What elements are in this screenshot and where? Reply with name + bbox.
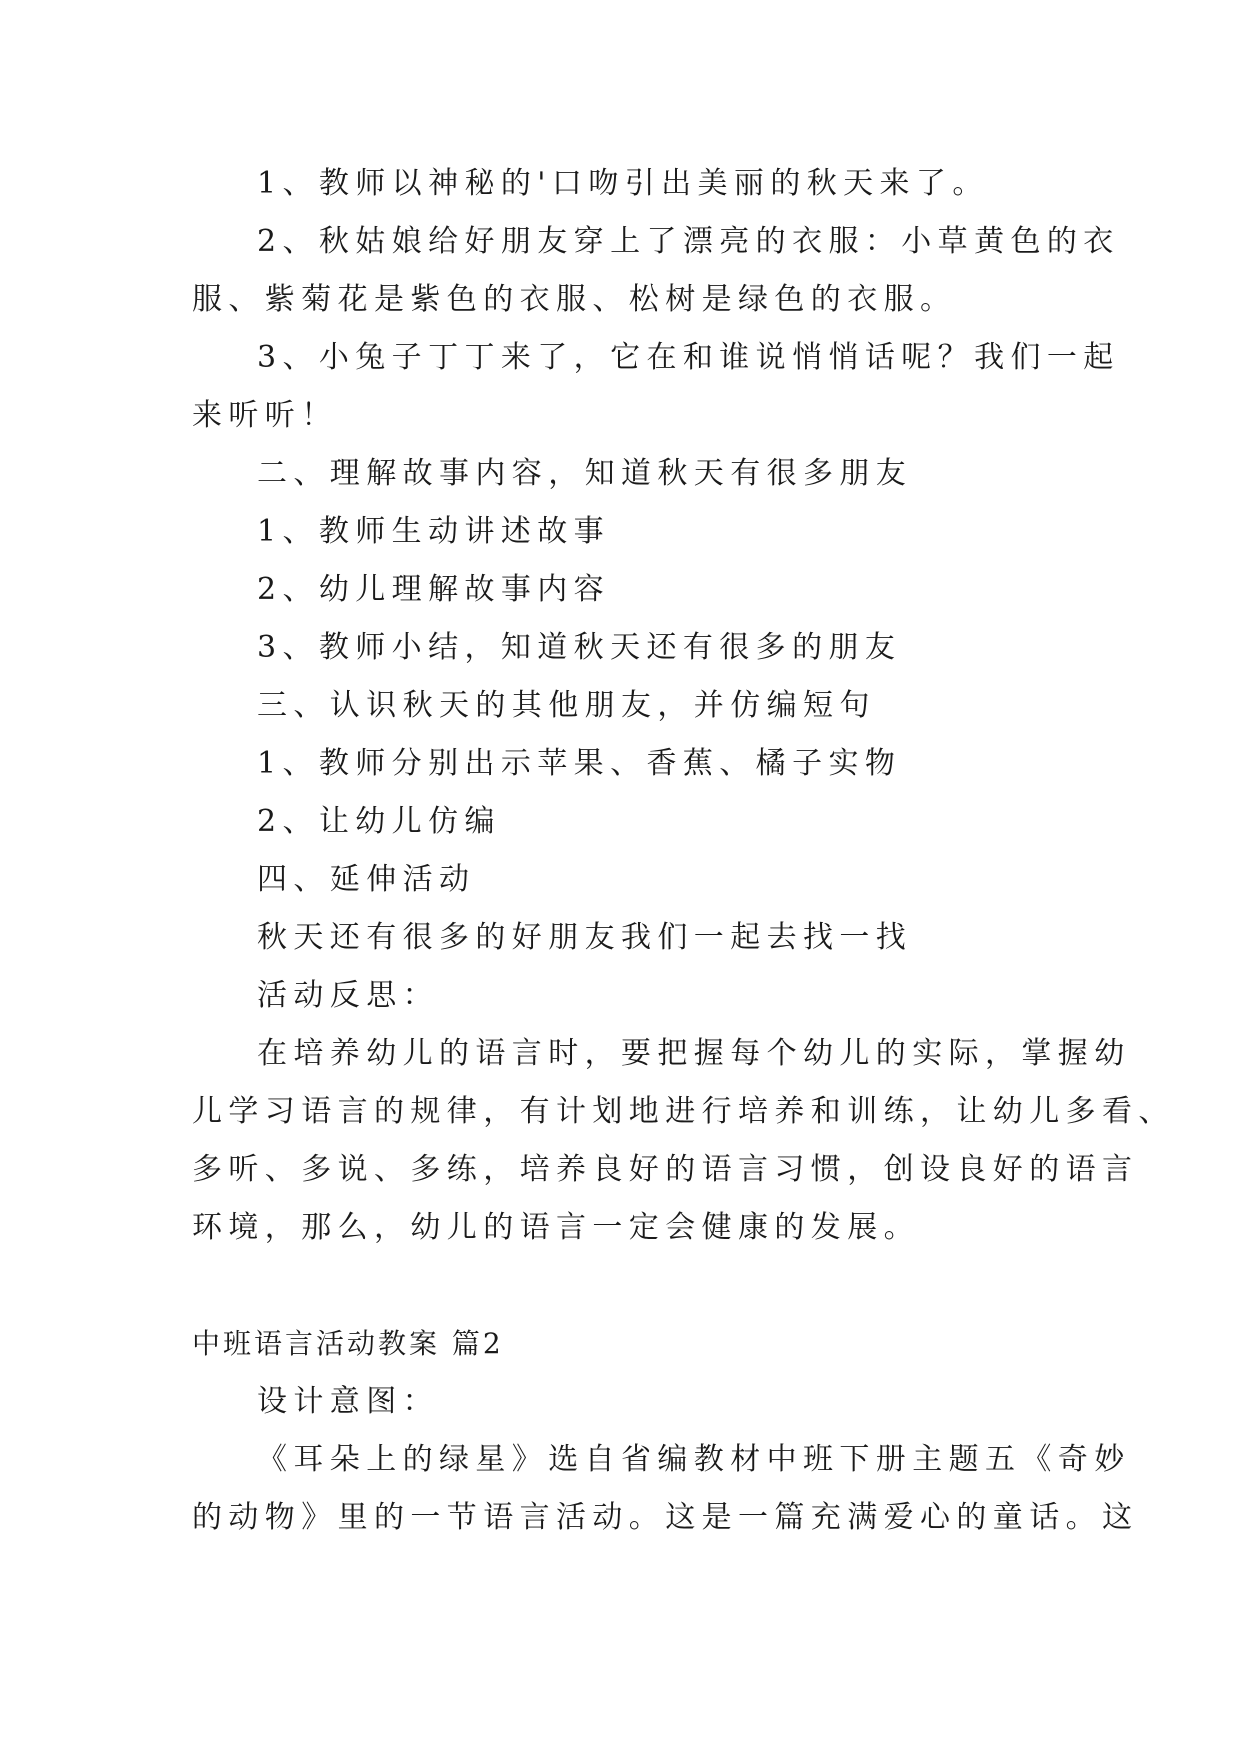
paragraph-line: 1、教师分别出示苹果、香蕉、橘子实物	[257, 746, 902, 781]
paragraph-line: 2、让幼儿仿编	[257, 804, 501, 839]
paragraph-line: 秋天还有很多的好朋友我们一起去找一找	[257, 920, 913, 955]
paragraph-line: 《耳朵上的绿星》选自省编教材中班下册主题五《奇妙	[257, 1442, 1131, 1477]
paragraph-line: 服、紫菊花是紫色的衣服、松树是绿色的衣服。	[192, 282, 957, 317]
paragraph-line: 3、小兔子丁丁来了，它在和谁说悄悄话呢？我们一起	[257, 340, 1120, 375]
section-heading: 中班语言活动教案 篇2	[192, 1327, 504, 1360]
paragraph-line: 活动反思：	[257, 978, 439, 1013]
paragraph-line: 设计意图：	[257, 1384, 439, 1419]
paragraph-line: 环境，那么，幼儿的语言一定会健康的发展。	[192, 1210, 920, 1245]
paragraph-line: 3、教师小结，知道秋天还有很多的朋友	[257, 630, 902, 665]
paragraph-line: 2、幼儿理解故事内容	[257, 572, 611, 607]
paragraph-line: 2、秋姑娘给好朋友穿上了漂亮的衣服：小草黄色的衣	[257, 224, 1120, 259]
paragraph-line: 1、教师生动讲述故事	[257, 514, 611, 549]
paragraph-line: 在培养幼儿的语言时，要把握每个幼儿的实际，掌握幼	[257, 1036, 1131, 1071]
paragraph-line: 儿学习语言的规律，有计划地进行培养和训练，让幼儿多看、	[192, 1094, 1175, 1129]
paragraph-line: 多听、多说、多练，培养良好的语言习惯，创设良好的语言	[192, 1152, 1139, 1187]
paragraph-line: 来听听！	[192, 398, 338, 433]
paragraph-line: 二、理解故事内容，知道秋天有很多朋友	[257, 456, 913, 491]
paragraph-line: 的动物》里的一节语言活动。这是一篇充满爱心的童话。这	[192, 1500, 1139, 1535]
paragraph-line: 三、认识秋天的其他朋友，并仿编短句	[257, 688, 876, 723]
paragraph-line: 四、延伸活动	[257, 862, 476, 897]
paragraph-line: 1、教师以神秘的'口吻引出美丽的秋天来了。	[257, 166, 989, 201]
